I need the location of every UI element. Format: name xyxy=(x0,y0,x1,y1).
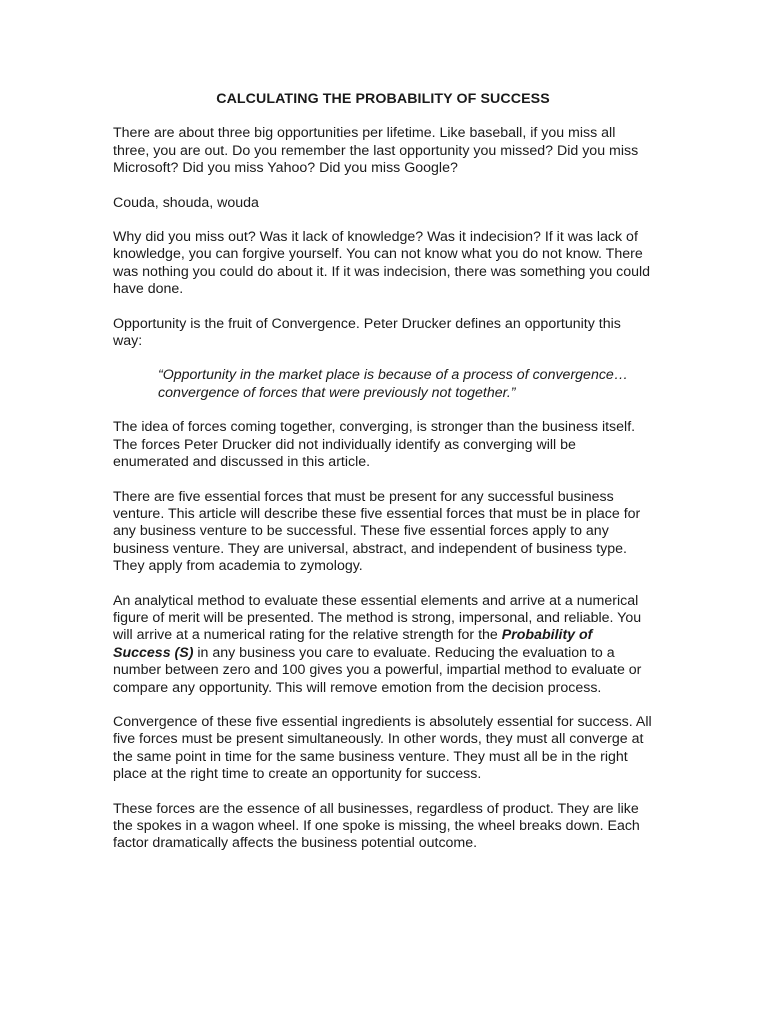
paragraph-why-missed: Why did you miss out? Was it lack of knowledge? Was it indecision? If it was lack of knowledge, you can forgive yourself. You can not know what you do not know. There was nothing you could do about it. If it was indecision, there was something you could have done. xyxy=(113,229,651,298)
paragraph-analytical-method-end: in any business you care to evaluate. Reducing the evaluation to a number between zero and 100 gives you a powerful, impartial method to evaluate or compare any opportunity. This will remove emotion from the decision process. xyxy=(113,644,642,696)
paragraph-analytical-method xyxy=(113,593,653,697)
paragraph-convergence-essential: Convergence of these five essential ingredients is absolutely essential for success. All five forces must be present simultaneously. In other words, they must all converge at the same point in time for the same business venture. They must all be in the right place at the right time to create an opportunity for success. xyxy=(113,713,652,783)
paragraph-wagon-wheel: These forces are the essence of all businesses, regardless of product. They are like the spokes in a wagon wheel. If one spoke is missing, the wheel breaks down. Each factor dramatically affects the business potential outcome. xyxy=(113,800,640,852)
probability-of-success-term: Probability of Success (S) xyxy=(113,627,593,661)
document-body xyxy=(113,91,653,870)
paragraph-analytical-method-start: An analytical method to evaluate these essential elements and arrive at a numerical figure of merit will be presented. The method is strong, impersonal, and reliable. You will arrive at a numerical rating for the relative strength for the xyxy=(113,592,642,644)
drucker-quote: “Opportunity in the market place is because of a process of convergence…convergence of forces that were previously not together.” xyxy=(158,367,629,401)
paragraph-five-forces: There are five essential forces that must be present for any successful business venture. This article will describe these five essential forces that must be in place for any business venture to be successful. These five essential forces apply to any business venture. They are universal, abstract, and independent of business type. They apply from academia to zymology. xyxy=(113,488,641,575)
paragraph-opportunities: There are about three big opportunities per lifetime. Like baseball, if you miss all three, you are out. Do you remember the last opportunity you missed? Did you miss Microsoft? Did you miss Yahoo? Did you miss Google? xyxy=(113,125,639,177)
paragraph-forces-converging: The idea of forces coming together, converging, is stronger than the business itself. The forces Peter Drucker did not individually identify as converging will be enumerated and discussed in this article. xyxy=(113,419,636,471)
paragraph-convergence-intro: Opportunity is the fruit of Convergence. Peter Drucker defines an opportunity this way: xyxy=(113,315,621,350)
document-title: CALCULATING THE PROBABILITY OF SUCCESS xyxy=(216,91,550,107)
paragraph-couda-shouda-wouda: Couda, shouda, wouda xyxy=(113,194,259,211)
